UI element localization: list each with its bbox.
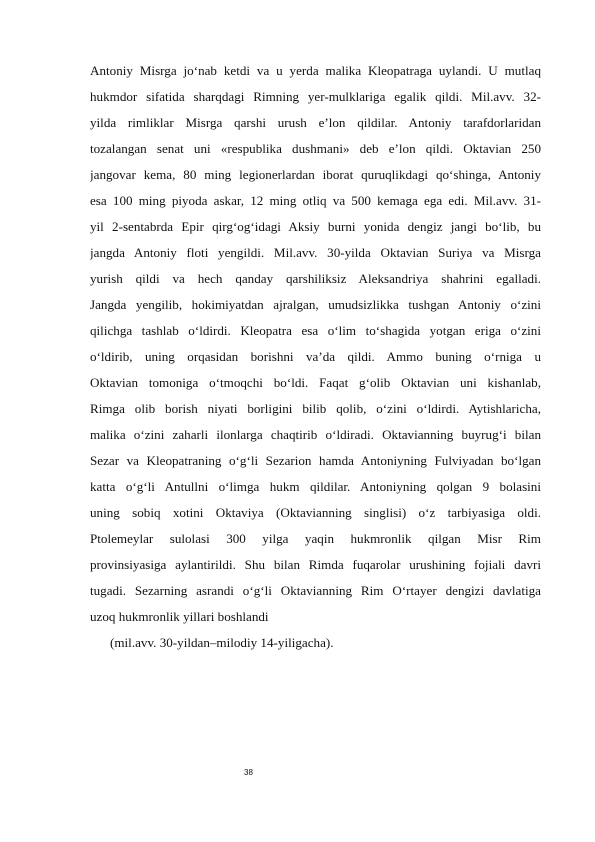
text-line: hukmdor sifatida sharqdagi Rimning yer-mulklariga egalik qildi. Mil.avv. 32- bbox=[90, 89, 541, 104]
text-line: qilichga tashlab oʻldirdi. Kleopatra esa oʻlim toʻshagida yotgan eriga oʻzini bbox=[90, 323, 541, 338]
text-line: yilda rimliklar Misrga qarshi urush e’lon qildilar. Antoniy tarafdorlaridan bbox=[90, 115, 541, 130]
document-body bbox=[90, 58, 541, 656]
text-line: uning sobiq xotini Oktaviya (Oktavianning singlisi) oʻz tarbiyasiga oldi. bbox=[90, 505, 541, 520]
text-line: Rimga olib borish niyati borligini bilib qolib, oʻzini oʻldirdi. Aytishlaricha, bbox=[90, 401, 541, 416]
text-line: esa 100 ming piyoda askar, 12 ming otliq va 500 kemaga ega edi. Mil.avv. 31- bbox=[90, 193, 541, 208]
page-number: 38 bbox=[244, 768, 253, 777]
text-line: jangda Antoniy floti yengildi. Mil.avv. 30-yilda Oktavian Suriya va Misrga bbox=[90, 245, 541, 260]
text-line: yurish qildi va hech qanday qarshiliksiz Aleksandriya shahrini egalladi. bbox=[90, 271, 541, 286]
text-line: oʻldirib, uning orqasidan borishni va’da qildi. Ammo buning oʻrniga u bbox=[90, 349, 541, 364]
text-line: malika oʻzini zaharli ilonlarga chaqtirib oʻldiradi. Oktavianning buyrugʻi bilan bbox=[90, 427, 541, 442]
text-line: katta oʻgʻli Antullni oʻlimga hukm qildilar. Antoniyning qolgan 9 bolasini bbox=[90, 479, 541, 494]
text-line: Ptolemeylar sulolasi 300 yilga yaqin hukmronlik qilgan Misr Rim bbox=[90, 531, 541, 546]
text-line: tugadi. Sezarning asrandi oʻgʻli Oktavianning Rim Oʻrtayer dengizi davlatiga bbox=[90, 583, 541, 598]
closing-line: (mil.avv. 30-yildan–milodiy 14-yiligacha). bbox=[110, 635, 334, 650]
text-line: Jangda yengilib, hokimiyatdan ajralgan, umudsizlikka tushgan Antoniy oʻzini bbox=[90, 297, 541, 312]
text-line: jangovar kema, 80 ming legionerlardan iborat quruqlikdagi qoʻshinga, Antoniy bbox=[90, 167, 541, 182]
text-line: provinsiyasiga aylantirildi. Shu bilan Rimda fuqarolar urushining fojiali davri bbox=[90, 557, 541, 572]
text-line: Antoniy Misrga joʻnab ketdi va u yerda malika Kleopatraga uylandi. U mutlaq bbox=[90, 63, 541, 78]
text-line: Sezar va Kleopatraning oʻgʻli Sezarion hamda Antoniyning Fulviyadan boʻlgan bbox=[90, 453, 541, 468]
text-line: yil 2-sentabrda Epir qirgʻogʻidagi Aksiy burni yonida dengiz jangi boʻlib, bu bbox=[90, 219, 541, 234]
text-line: uzoq hukmronlik yillari boshlandi bbox=[90, 609, 269, 624]
text-line: tozalangan senat uni «respublika dushmani» deb e’lon qildi. Oktavian 250 bbox=[90, 141, 541, 156]
text-line: Oktavian tomoniga oʻtmoqchi boʻldi. Faqat gʻolib Oktavian uni kishanlab, bbox=[90, 375, 541, 390]
